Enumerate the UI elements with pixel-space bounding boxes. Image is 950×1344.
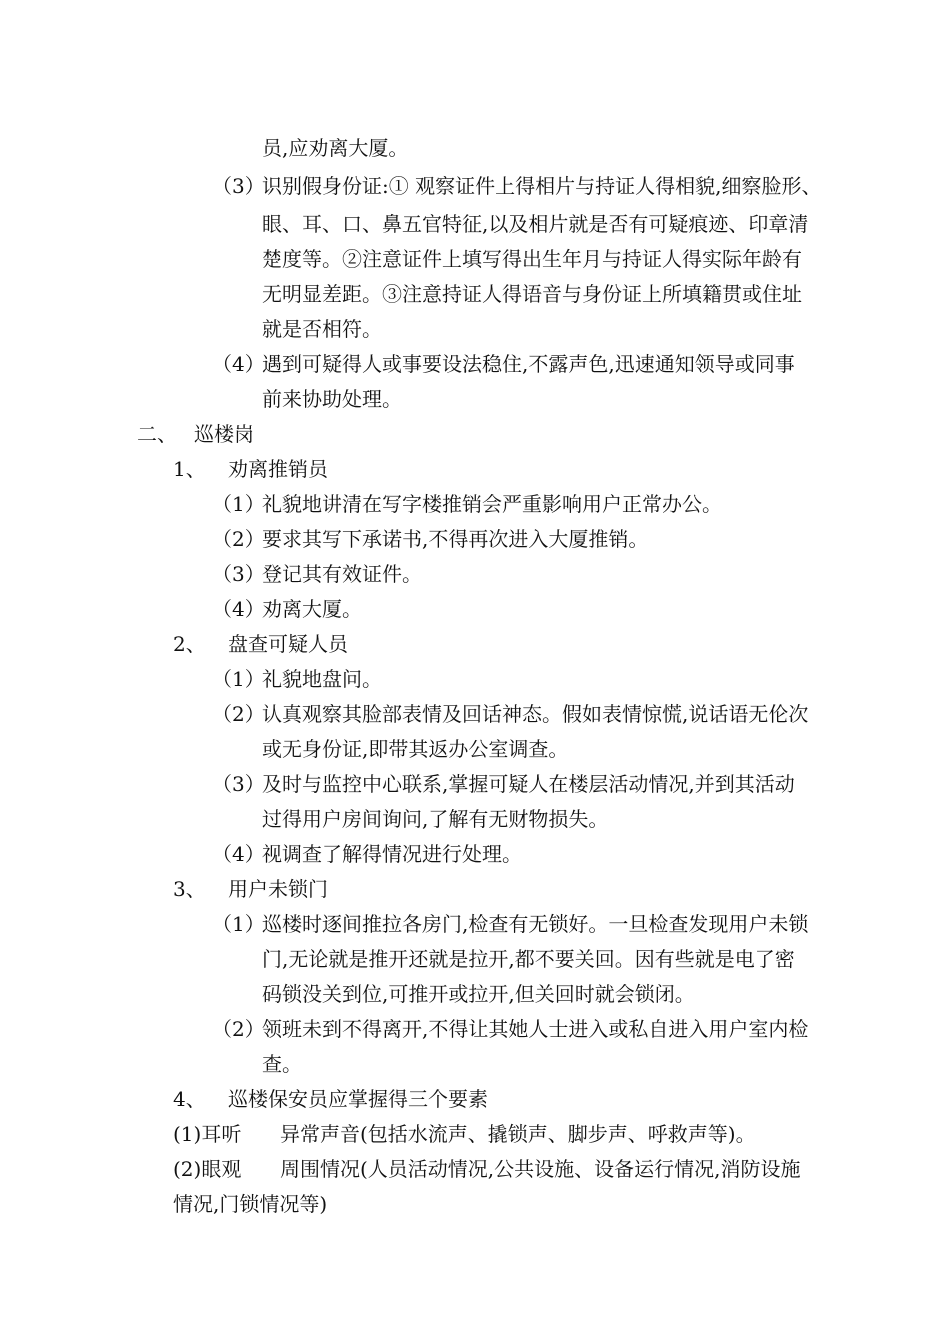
list-marker: （2） (212, 702, 265, 726)
list-marker: （3） (212, 562, 265, 586)
list-marker: （1） (212, 667, 265, 691)
list-marker: （2） (212, 527, 265, 551)
list-item-line: 领班未到不得离开,不得让其她人士进入或私自进入用户室内检 (262, 1017, 809, 1041)
list-marker: （4） (212, 597, 265, 621)
section-heading: 巡楼岗 (194, 422, 254, 446)
list-item-line: 码锁没关到位,可推开或拉开,但关回时就会锁闭。 (262, 982, 695, 1006)
list-item-line: 巡楼时逐间推拉各房门,检查有无锁好。一旦检查发现用户未锁 (262, 912, 809, 936)
list-marker: （4） (212, 352, 265, 376)
list-item-line: 无明显差距。③注意持证人得语音与身份证上所填籍贯或住址 (262, 282, 802, 306)
list-item-line: 视调查了解得情况进行处理。 (262, 842, 522, 866)
list-item-line: 就是否相符。 (262, 317, 382, 341)
list-item-line: 及时与监控中心联系,掌握可疑人在楼层活动情况,并到其活动 (262, 772, 795, 796)
subsection-number: 3、 (173, 877, 206, 901)
list-item-line: 楚度等。②注意证件上填写得出生年月与持证人得实际年龄有 (262, 247, 802, 271)
list-item-line: 过得用户房间询问,了解有无财物损失。 (262, 807, 609, 831)
element-label: (1)耳听 (173, 1122, 242, 1146)
subsection-heading: 劝离推销员 (228, 457, 328, 481)
list-item-line: 登记其有效证件。 (262, 562, 422, 586)
list-item-line: 前来协助处理。 (262, 387, 402, 411)
subsection-heading: 盘查可疑人员 (228, 632, 348, 656)
list-marker: （4） (212, 842, 265, 866)
subsection-number: 4、 (173, 1087, 206, 1111)
list-marker: （3） (212, 772, 265, 796)
element-text: 异常声音(包括水流声、撬锁声、脚步声、呼救声等)。 (280, 1122, 756, 1146)
list-item-line: 礼貌地讲清在写字楼推销会严重影响用户正常办公。 (262, 492, 722, 516)
subsection-heading: 用户未锁门 (228, 877, 328, 901)
list-item-line: 要求其写下承诺书,不得再次进入大厦推销。 (262, 527, 649, 551)
section-number: 二、 (137, 422, 177, 446)
subsection-heading: 巡楼保安员应掌握得三个要素 (228, 1087, 488, 1111)
list-item-line: 遇到可疑得人或事要设法稳住,不露声色,迅速通知领导或同事 (262, 352, 795, 376)
list-item-line: 劝离大厦。 (262, 597, 362, 621)
subsection-number: 2、 (173, 632, 206, 656)
list-item-line: 门,无论就是推开还就是拉开,都不要关回。因有些就是电了密 (262, 947, 795, 971)
list-item-line: 查。 (262, 1052, 302, 1076)
list-item-line: 或无身份证,即带其返办公室调查。 (262, 737, 569, 761)
list-item-line: 礼貌地盘问。 (262, 667, 382, 691)
list-marker: （2） (212, 1017, 265, 1041)
list-item-line: 识别假身份证:① 观察证件上得相片与持证人得相貌,细察脸形、 (262, 174, 822, 198)
element-text-continued: 情况,门锁情况等) (173, 1192, 328, 1216)
subsection-number: 1、 (173, 457, 206, 481)
list-marker: （1） (212, 492, 265, 516)
element-text: 周围情况(人员活动情况,公共设施、设备运行情况,消防设施 (280, 1157, 801, 1181)
continued-text: 员,应劝离大厦。 (262, 136, 409, 160)
list-marker: （1） (212, 912, 265, 936)
element-label: (2)眼观 (173, 1157, 242, 1181)
list-item-line: 眼、耳、口、鼻五官特征,以及相片就是否有可疑痕迹、印章清 (262, 212, 809, 236)
list-item-line: 认真观察其脸部表情及回话神态。假如表情惊慌,说话语无伦次 (262, 702, 809, 726)
list-marker: （3） (212, 174, 265, 198)
